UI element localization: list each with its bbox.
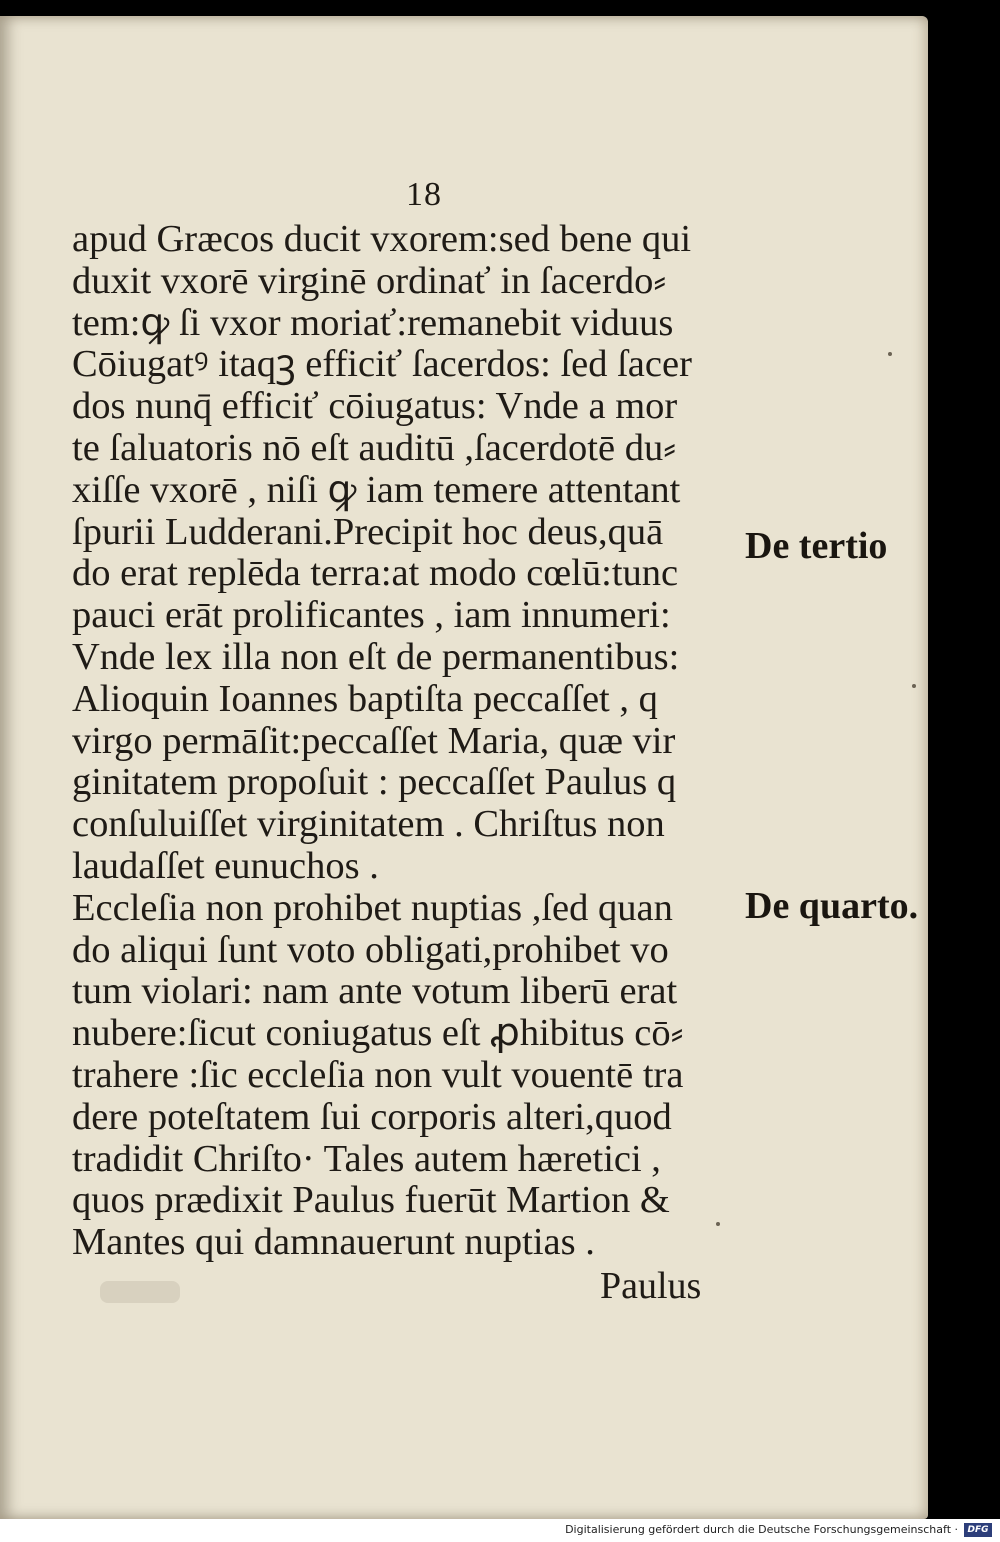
- text-line: ſpurii Ludderani.Precipit hoc deus,quā: [72, 510, 664, 553]
- text-line: quos prædixit Paulus fuerūt Martion &: [72, 1179, 670, 1222]
- text-line: tum violari: nam ante votum liberū erat: [72, 970, 678, 1013]
- paper-speck: [716, 1222, 720, 1226]
- text-line: dere poteſtatem ſui corporis alteri,quod: [72, 1095, 672, 1138]
- text-line: xiſſe vxorē , niſi ꝙ iam temere attentant: [72, 468, 681, 511]
- text-line: Alioquin Ioannes baptiſta peccaſſet , q: [72, 677, 658, 720]
- text-line: tem:ꝙ ſi vxor moriať:remanebit viduus: [72, 301, 674, 344]
- text-line: conſuluiſſet virginitatem . Chriſtus non: [72, 803, 665, 846]
- text-line: Eccleſia non prohibet nuptias ,ſed quan: [72, 886, 673, 929]
- text-line: laudaſſet eunuchos .: [72, 844, 379, 887]
- dfg-logo-icon: DFG: [964, 1523, 992, 1537]
- text-line: Vnde lex illa non eſt de permanentibus:: [72, 635, 680, 678]
- funding-credit: Digitalisierung gefördert durch die Deutsche Forschungsgemeinschaft ·: [565, 1523, 958, 1536]
- margin-note-tertio: De tertio: [745, 525, 888, 567]
- catchword: Paulus: [600, 1265, 702, 1307]
- paper-speck: [888, 352, 892, 356]
- page-number: 18: [406, 176, 442, 213]
- body-text: [72, 219, 742, 1264]
- text-line: trahere :ſic eccleſia non vult vouentē tra: [72, 1053, 684, 1096]
- text-line: duxit vxorē virginē ordinať in ſacerdo⸗: [72, 259, 667, 302]
- paper-speck: [912, 684, 916, 688]
- text-line: pauci erāt prolificantes , iam innumeri:: [72, 594, 671, 637]
- text-line: apud Græcos ducit vxorem:sed bene qui: [72, 218, 692, 260]
- text-line: dos nunq̄ efficiť cōiugatus: Vnde a mor: [72, 385, 678, 428]
- text-line: do aliqui ſunt voto obligati,prohibet vo: [72, 928, 669, 971]
- text-line: ginitatem propoſuit : peccaſſet Paulus q: [72, 761, 677, 804]
- bleed-through-smudge: [100, 1281, 180, 1303]
- book-page: [0, 16, 928, 1519]
- text-line: Cōiugatꝰ itaqꝫ efficiť ſacerdos: ſed ſacer: [72, 343, 692, 386]
- text-line: do erat replēda terra:at modo cœlū:tunc: [72, 552, 679, 595]
- text-line: te ſaluatoris nō eſt auditū ,ſacerdotē du⸗: [72, 426, 677, 469]
- margin-note-quarto: De quarto.: [745, 885, 919, 927]
- text-line: tradidit Chriſto· Tales autem hæretici ,: [72, 1137, 661, 1180]
- text-line: virgo permāſit:peccaſſet Maria, quæ vir: [72, 719, 676, 762]
- text-line: nubere:ſicut coniugatus eſt ꝓhibitus cō⸗: [72, 1012, 684, 1055]
- digitization-footer: [0, 1519, 1000, 1542]
- text-line: Mantes qui damnauerunt nuptias .: [72, 1221, 595, 1264]
